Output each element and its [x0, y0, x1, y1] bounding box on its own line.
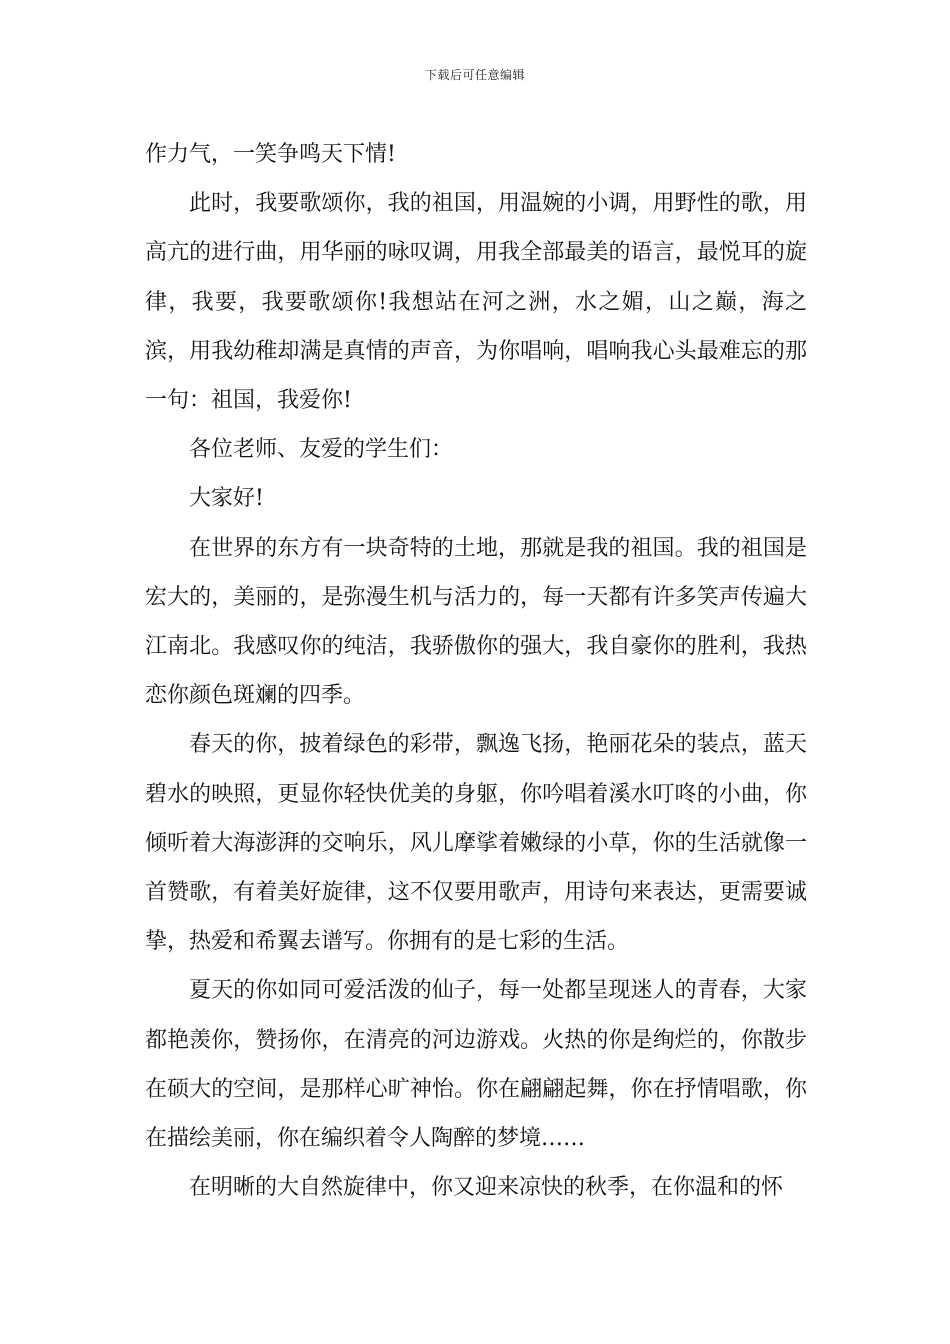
paragraph-5: 在世界的东方有一块奇特的土地，那就是我的祖国。我的祖国是宏大的，美丽的，是弥漫生机与活力的，每一天都有许多笑声传遍大江南北。我感叹你的纯洁，我骄傲你的强大，我自豪你的胜利，我热恋你颜色斑斓的四季。 [145, 535, 807, 709]
paragraph-3: 各位老师、友爱的学生们： [189, 437, 454, 463]
page-header: 下载后可任意编辑 [424, 68, 525, 82]
paragraph-4: 大家好! [189, 486, 264, 512]
paragraph-8: 在明晰的大自然旋律中，你又迎来凉快的秋季，在你温和的怀 [189, 1175, 784, 1201]
paragraph-7: 夏天的你如同可爱活泼的仙子，每一处都呈现迷人的青春，大家都艳羡你，赞扬你，在清亮的河边游戏。火热的你是绚烂的，你散步在硕大的空间，是那样心旷神怡。你在翩翩起舞，你在抒情唱歌，你在描绘美丽，你在编织着令人陶醉的梦境…… [145, 978, 807, 1152]
paragraph-1: 作力气，一笑争鸣天下情! [145, 142, 396, 167]
paragraph-2: 此时，我要歌颂你，我的祖国，用温婉的小调，用野性的歌，用高亢的进行曲，用华丽的咏叹调，用我全部最美的语言，最悦耳的旋律，我要，我要歌颂你!我想站在河之洲，水之媚，山之巅，海之滨，用我幼稚却满是真情的声音，为你唱响，唱响我心头最难忘的那一句：祖国，我爱你! [145, 191, 807, 414]
paragraph-6: 春天的你，披着绿色的彩带，飘逸飞扬，艳丽花朵的装点，蓝天碧水的映照，更显你轻快优美的身躯，你吟唱着溪水叮咚的小曲，你倾听着大海澎湃的交响乐，风儿摩挲着嫩绿的小草，你的生活就像一首赞歌，有着美好旋律，这不仅要用歌声，用诗句来表达，更需要诚挚，热爱和希翼去谱写。你拥有的是七彩的生活。 [145, 732, 807, 955]
body-text [145, 130, 807, 1212]
